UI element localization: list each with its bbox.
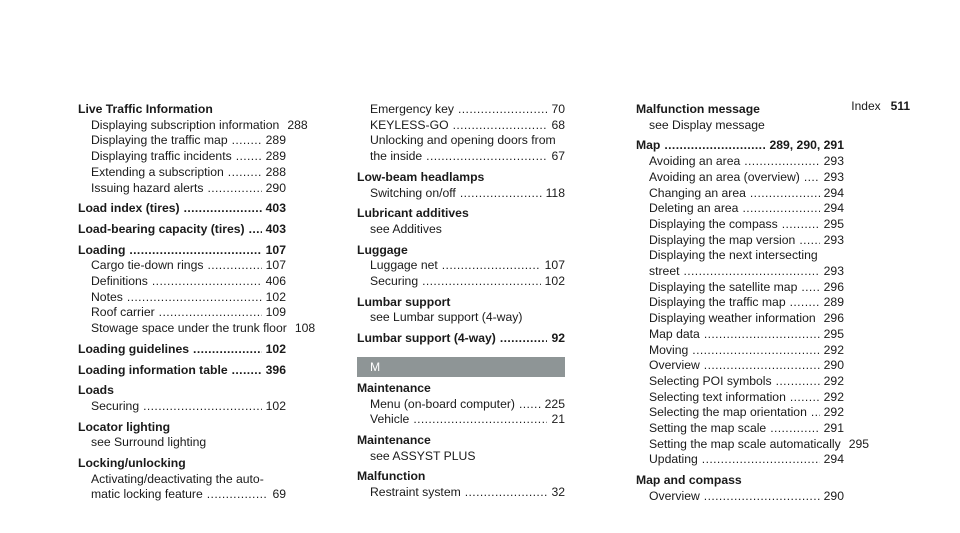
leader-dots bbox=[232, 133, 262, 149]
index-entry bbox=[357, 170, 565, 201]
index-heading-text: Lumbar support bbox=[357, 294, 451, 309]
index-subentry bbox=[78, 487, 286, 503]
leader-dots bbox=[744, 154, 819, 170]
index-subentry-text: see Lumbar support (4-way) bbox=[370, 310, 523, 325]
index-subentry-page[interactable]: 289 bbox=[265, 149, 286, 164]
index-heading-text: Low-beam headlamps bbox=[357, 169, 485, 184]
index-subentry-page[interactable]: 292 bbox=[823, 389, 844, 404]
index-subentry-text: Switching on/off bbox=[370, 185, 456, 200]
leader-dots bbox=[232, 363, 262, 379]
index-subentry-page[interactable]: 292 bbox=[823, 342, 844, 357]
index-subentry bbox=[78, 258, 286, 274]
index-heading-page[interactable]: 403 bbox=[265, 221, 286, 236]
index-subentry-text: see Additives bbox=[370, 221, 442, 236]
leader-dots bbox=[127, 290, 262, 306]
index-subentry bbox=[78, 290, 286, 306]
index-subentry bbox=[636, 170, 844, 186]
index-heading bbox=[636, 102, 844, 118]
index-subentry-page[interactable]: 293 bbox=[823, 169, 844, 184]
index-subentry-page[interactable]: 68 bbox=[551, 117, 565, 132]
index-subentry-text: Deleting an area bbox=[649, 201, 739, 216]
index-heading bbox=[78, 222, 286, 238]
index-subentry bbox=[357, 412, 565, 428]
leader-dots bbox=[465, 485, 548, 501]
index-subentry bbox=[357, 102, 565, 118]
index-subentry-text: Setting the map scale bbox=[649, 421, 767, 436]
index-heading-text: Lubricant additives bbox=[357, 206, 469, 221]
index-heading bbox=[357, 295, 565, 311]
index-entry bbox=[78, 342, 286, 358]
index-heading-page[interactable]: 289, 290, 291 bbox=[769, 138, 844, 153]
index-column-1 bbox=[78, 102, 316, 503]
index-subentry-page[interactable]: 406 bbox=[265, 274, 286, 289]
index-subentry-text: Vehicle bbox=[370, 412, 410, 427]
index-entry bbox=[357, 243, 565, 290]
index-subentry-page[interactable]: 290 bbox=[823, 358, 844, 373]
index-subentry bbox=[78, 117, 308, 134]
index-heading bbox=[78, 102, 286, 118]
index-heading-text: Luggage bbox=[357, 242, 408, 257]
leader-dots bbox=[776, 374, 820, 390]
index-subentry bbox=[636, 421, 844, 437]
index-entry bbox=[636, 138, 870, 468]
index-subentry-page[interactable]: 295 bbox=[823, 326, 844, 341]
index-entry bbox=[636, 473, 844, 504]
index-subentry-text: Selecting text information bbox=[649, 389, 786, 404]
index-subentry-text: Selecting the map orientation bbox=[649, 405, 807, 420]
index-entry bbox=[636, 102, 844, 133]
index-subentry-text: matic locking feature bbox=[91, 487, 203, 502]
index-subentry bbox=[636, 201, 844, 217]
index-subentry bbox=[357, 485, 565, 501]
index-subentry bbox=[636, 118, 844, 134]
index-entry bbox=[78, 363, 286, 379]
index-heading bbox=[78, 363, 286, 379]
index-entry bbox=[357, 433, 565, 464]
index-heading bbox=[357, 433, 565, 449]
index-heading bbox=[78, 420, 286, 436]
index-entry bbox=[357, 102, 565, 165]
index-subentry-text: Displaying the traffic map bbox=[649, 295, 786, 310]
leader-dots bbox=[811, 405, 820, 421]
page-header-title: Index bbox=[851, 99, 881, 113]
index-heading-text: Map bbox=[636, 138, 661, 153]
index-entry bbox=[78, 383, 286, 414]
index-heading-text: Loading information table bbox=[78, 362, 228, 377]
index-subentry-page[interactable]: 108 bbox=[294, 321, 316, 336]
index-heading bbox=[636, 138, 844, 154]
index-subentry-page[interactable]: 289 bbox=[823, 295, 844, 310]
index-subentry-page[interactable]: 102 bbox=[544, 274, 565, 289]
index-subentry-text: Updating bbox=[649, 452, 698, 467]
index-entry bbox=[78, 456, 286, 503]
index-subentry-text: Restraint system bbox=[370, 485, 461, 500]
leader-dots bbox=[704, 489, 820, 505]
index-subentry-text: Activating/deactivating the auto- bbox=[91, 471, 264, 486]
index-subentry-text: Notes bbox=[91, 289, 123, 304]
leader-dots bbox=[458, 102, 547, 118]
index-column-2 bbox=[357, 102, 565, 501]
index-subentry bbox=[357, 258, 565, 274]
index-subentry bbox=[636, 374, 844, 390]
index-heading-text: Live Traffic Information bbox=[78, 102, 213, 116]
index-heading-text: Loading bbox=[78, 242, 126, 257]
index-heading-text: Lumbar support (4-way) bbox=[357, 331, 496, 346]
index-subentry-page[interactable]: 107 bbox=[265, 258, 286, 273]
index-heading-text: Loads bbox=[78, 383, 114, 398]
index-subentry-text: Avoiding an area (overview) bbox=[649, 169, 800, 184]
index-heading-page[interactable]: 102 bbox=[265, 341, 286, 356]
index-subentry bbox=[78, 149, 286, 165]
leader-dots bbox=[790, 390, 820, 406]
index-subentry-page[interactable]: 292 bbox=[823, 405, 844, 420]
index-subentry bbox=[636, 154, 844, 170]
index-entry bbox=[357, 381, 565, 428]
leader-dots bbox=[692, 343, 819, 359]
index-subentry-page[interactable]: 293 bbox=[823, 154, 844, 169]
leader-dots bbox=[426, 149, 547, 165]
index-subentry-text: Displaying the next intersecting bbox=[649, 248, 818, 263]
index-heading bbox=[78, 243, 286, 259]
index-subentry bbox=[78, 181, 286, 197]
index-heading-page[interactable]: 396 bbox=[265, 362, 286, 377]
index-entry bbox=[78, 102, 308, 196]
leader-dots bbox=[460, 186, 542, 202]
leader-dots bbox=[422, 274, 541, 290]
leader-dots bbox=[683, 264, 819, 280]
index-subentry bbox=[636, 405, 844, 421]
index-subentry-text: Stowage space under the trunk floor bbox=[91, 321, 287, 336]
leader-dots bbox=[236, 149, 262, 165]
index-subentry-text: Unlocking and opening doors from bbox=[370, 133, 556, 148]
index-subentry bbox=[636, 390, 844, 406]
leader-dots bbox=[782, 217, 820, 233]
index-subentry bbox=[357, 310, 565, 326]
index-subentry bbox=[357, 449, 565, 465]
index-subentry-text: Map data bbox=[649, 326, 700, 341]
index-heading bbox=[78, 201, 286, 217]
index-subentry-text: Roof carrier bbox=[91, 305, 155, 320]
index-subentry-page[interactable]: 293 bbox=[823, 264, 844, 279]
index-subentry-text: Displaying weather information bbox=[649, 311, 816, 326]
index-subentry bbox=[636, 327, 844, 343]
leader-dots bbox=[207, 258, 261, 274]
leader-dots bbox=[228, 165, 262, 181]
index-subentry-page[interactable]: 296 bbox=[823, 279, 844, 294]
index-subentry-text: Menu (on-board computer) bbox=[370, 396, 515, 411]
index-entry bbox=[357, 331, 565, 347]
index-subentry-text: Displaying the map version bbox=[649, 232, 796, 247]
index-subentry-page[interactable]: 102 bbox=[265, 398, 286, 413]
leader-dots bbox=[413, 412, 547, 428]
index-subentry-text: the inside bbox=[370, 149, 423, 164]
leader-dots bbox=[184, 201, 262, 217]
index-subentry-text: see Display message bbox=[649, 117, 765, 132]
index-subentry bbox=[357, 274, 565, 290]
leader-dots bbox=[129, 243, 261, 259]
index-subentry-text: Securing bbox=[91, 398, 140, 413]
index-subentry bbox=[78, 321, 316, 337]
leader-dots bbox=[704, 358, 820, 374]
index-heading bbox=[357, 381, 565, 397]
index-subentry bbox=[636, 186, 844, 202]
index-heading bbox=[357, 243, 565, 259]
index-subentry bbox=[78, 274, 286, 290]
index-subentry-text: Luggage net bbox=[370, 258, 438, 273]
index-entry bbox=[78, 420, 286, 451]
index-heading-text: Loading guidelines bbox=[78, 341, 190, 356]
leader-dots bbox=[790, 295, 820, 311]
leader-dots bbox=[801, 280, 819, 296]
index-entry bbox=[357, 469, 565, 500]
index-subentry-page[interactable]: 289 bbox=[265, 133, 286, 148]
index-subentry bbox=[636, 248, 844, 264]
index-subentry-text: Definitions bbox=[91, 274, 148, 289]
index-subentry-page[interactable]: 296 bbox=[823, 311, 844, 326]
index-subentry-text: Issuing hazard alerts bbox=[91, 180, 204, 195]
index-subentry bbox=[357, 397, 565, 413]
index-heading bbox=[357, 331, 565, 347]
index-subentry bbox=[78, 472, 286, 488]
index-subentry bbox=[78, 165, 286, 181]
index-subentry-text: Displaying subscription information bbox=[91, 117, 280, 132]
index-subentry bbox=[636, 436, 870, 453]
index-subentry-text: Overview bbox=[649, 358, 700, 373]
index-subentry-text: Displaying the satellite map bbox=[649, 279, 798, 294]
index-subentry-page[interactable]: 107 bbox=[544, 258, 565, 273]
page-number: 511 bbox=[890, 99, 910, 113]
section-letter-bar: M bbox=[357, 357, 565, 377]
leader-dots bbox=[152, 274, 262, 290]
index-subentry bbox=[357, 222, 565, 238]
leader-dots bbox=[750, 186, 820, 202]
index-column-3 bbox=[636, 102, 870, 505]
index-subentry-text: Changing an area bbox=[649, 185, 746, 200]
index-subentry-page[interactable]: 295 bbox=[848, 436, 870, 451]
index-heading bbox=[78, 342, 286, 358]
index-subentry bbox=[357, 133, 565, 149]
index-entry bbox=[357, 206, 565, 237]
index-entry bbox=[78, 222, 286, 238]
leader-dots bbox=[804, 170, 820, 186]
index-subentry bbox=[636, 233, 844, 249]
index-heading-text: Map and compass bbox=[636, 473, 742, 488]
leader-dots bbox=[742, 201, 819, 217]
index-heading-page[interactable]: 403 bbox=[265, 201, 286, 216]
index-subentry bbox=[636, 343, 844, 359]
index-heading-text: Locator lighting bbox=[78, 419, 171, 434]
index-subentry-page[interactable]: 290 bbox=[265, 180, 286, 195]
index-entry bbox=[78, 201, 286, 217]
index-subentry-text: Extending a subscription bbox=[91, 164, 224, 179]
index-heading bbox=[78, 383, 286, 399]
leader-dots bbox=[770, 421, 819, 437]
leader-dots bbox=[519, 397, 541, 413]
index-subentry-page[interactable]: 291 bbox=[823, 421, 844, 436]
index-subentry bbox=[636, 311, 844, 327]
index-subentry-text: Securing bbox=[370, 274, 419, 289]
index-subentry bbox=[78, 133, 286, 149]
index-subentry-page[interactable]: 21 bbox=[551, 412, 565, 427]
index-heading-text: Maintenance bbox=[357, 432, 431, 447]
index-subentry bbox=[78, 305, 286, 321]
index-subentry bbox=[357, 186, 565, 202]
index-subentry bbox=[636, 264, 844, 280]
leader-dots bbox=[159, 305, 262, 321]
leader-dots bbox=[799, 233, 819, 249]
leader-dots bbox=[442, 258, 541, 274]
index-subentry bbox=[78, 435, 286, 451]
index-heading bbox=[636, 473, 844, 489]
index-subentry-text: Moving bbox=[649, 342, 689, 357]
leader-dots bbox=[500, 331, 548, 347]
leader-dots bbox=[207, 181, 261, 197]
index-heading bbox=[357, 170, 565, 186]
index-subentry-text: Avoiding an area bbox=[649, 154, 741, 169]
index-subentry bbox=[636, 489, 844, 505]
index-subentry bbox=[636, 295, 844, 311]
index-subentry-page[interactable]: 292 bbox=[823, 373, 844, 388]
leader-dots bbox=[704, 327, 820, 343]
index-subentry-page[interactable]: 225 bbox=[544, 396, 565, 411]
index-subentry bbox=[636, 280, 844, 296]
leader-dots bbox=[207, 487, 269, 503]
index-heading bbox=[78, 456, 286, 472]
index-subentry-text: Displaying traffic incidents bbox=[91, 149, 232, 164]
index-subentry-text: street bbox=[649, 264, 680, 279]
leader-dots bbox=[664, 138, 765, 154]
index-subentry-text: KEYLESS-GO bbox=[370, 117, 449, 132]
index-subentry-text: Overview bbox=[649, 488, 700, 503]
index-subentry-page[interactable]: 32 bbox=[551, 485, 565, 500]
index-subentry-page[interactable]: 288 bbox=[287, 117, 308, 132]
index-subentry-page[interactable]: 102 bbox=[265, 289, 286, 304]
index-subentry-text: Selecting POI symbols bbox=[649, 373, 772, 388]
index-subentry-text: Displaying the traffic map bbox=[91, 133, 228, 148]
index-subentry-page[interactable]: 69 bbox=[272, 487, 286, 502]
index-subentry-page[interactable]: 70 bbox=[551, 102, 565, 116]
index-heading-page[interactable]: 107 bbox=[265, 242, 286, 257]
leader-dots bbox=[193, 342, 262, 358]
index-heading-text: Load index (tires) bbox=[78, 201, 180, 216]
leader-dots bbox=[249, 222, 262, 238]
index-subentry-page[interactable]: 290 bbox=[823, 488, 844, 503]
index-entry bbox=[357, 295, 565, 326]
index-subentry-text: Displaying the compass bbox=[649, 216, 778, 231]
index-subentry-page[interactable]: 67 bbox=[551, 149, 565, 164]
index-subentry-text: Setting the map scale automatically bbox=[649, 436, 841, 451]
index-entry bbox=[78, 242, 316, 337]
index-subentry bbox=[357, 118, 565, 134]
index-heading-text: Malfunction message bbox=[636, 102, 760, 116]
index-subentry bbox=[78, 399, 286, 415]
index-subentry-text: Emergency key bbox=[370, 102, 454, 116]
index-subentry-text: see Surround lighting bbox=[91, 435, 207, 450]
index-heading-text: Load-bearing capacity (tires) bbox=[78, 221, 245, 236]
index-subentry-page[interactable]: 109 bbox=[265, 305, 286, 320]
index-subentry bbox=[357, 149, 565, 165]
index-subentry-text: Cargo tie-down rings bbox=[91, 258, 204, 273]
index-subentry bbox=[636, 358, 844, 374]
index-subentry-page[interactable]: 118 bbox=[545, 185, 565, 200]
index-subentry bbox=[636, 452, 844, 468]
index-subentry bbox=[636, 217, 844, 233]
index-heading-text: Maintenance bbox=[357, 380, 431, 395]
index-subentry-page[interactable]: 294 bbox=[823, 185, 844, 200]
index-subentry-page[interactable]: 293 bbox=[823, 232, 844, 247]
leader-dots bbox=[702, 452, 820, 468]
leader-dots bbox=[453, 118, 548, 134]
index-subentry-page[interactable]: 295 bbox=[823, 216, 844, 231]
index-subentry-page[interactable]: 294 bbox=[823, 452, 844, 467]
index-heading-text: Locking/unlocking bbox=[78, 456, 186, 471]
index-heading-page[interactable]: 92 bbox=[551, 331, 565, 346]
index-heading bbox=[357, 206, 565, 222]
index-subentry-text: see ASSYST PLUS bbox=[370, 448, 476, 463]
index-heading bbox=[357, 469, 565, 485]
index-subentry-page[interactable]: 288 bbox=[265, 164, 286, 179]
leader-dots bbox=[143, 399, 262, 415]
index-subentry-page[interactable]: 294 bbox=[823, 201, 844, 216]
index-heading-text: Malfunction bbox=[357, 469, 426, 484]
